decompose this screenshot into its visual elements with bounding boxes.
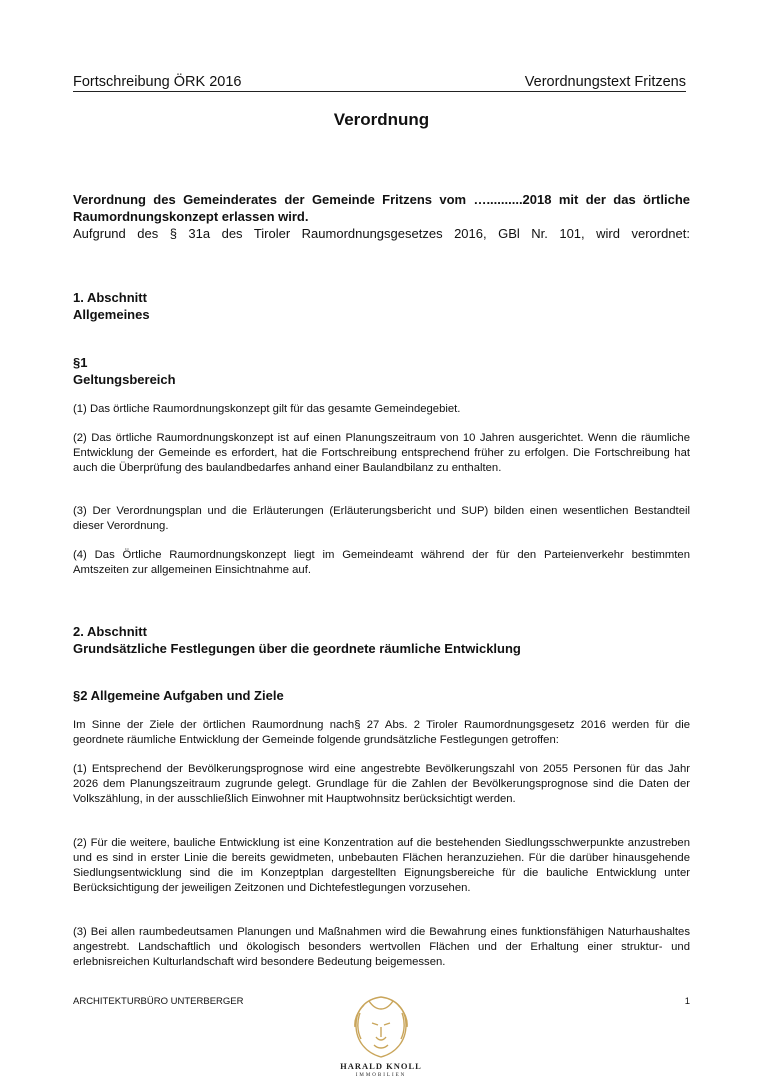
- section2-heading: [73, 623, 690, 657]
- section1-heading: [73, 289, 690, 323]
- section1-label: 1. Abschnitt: [73, 290, 147, 305]
- page-header: [73, 74, 686, 92]
- header-left: Fortschreibung ÖRK 2016: [73, 74, 242, 90]
- intro-normal: Aufgrund des § 31a des Tiroler Raumordnungsgesetzes 2016, GBl Nr. 101, wird verordnet:: [73, 226, 690, 241]
- s2-paragraph-intro: Im Sinne der Ziele der örtlichen Raumordnung nach§ 27 Abs. 2 Tiroler Raumordnungsgesetz 2016 werden für die geordnete räumliche Entwicklung der Gemeinde folgende grundsätzliche Festlegungen getroffen:: [73, 719, 690, 746]
- para1-heading: [73, 354, 690, 388]
- s1-paragraph-4: (4) Das Örtliche Raumordnungskonzept liegt im Gemeindeamt während der für den Parteienverkehr bestimmten Amtszeiten zur allgemeinen Einsichtnahme auf.: [73, 549, 690, 576]
- s1-paragraph-2: (2) Das örtliche Raumordnungskonzept ist auf einen Planungszeitraum von 10 Jahren ausgerichtet. Wenn die räumliche Entwicklung der Gemeinde es erfordert, hat die Fortschreibung entsprechend früher zu erfolgen. Die Fortschreibung hat auch die Überprüfung des baulandbedarfes anhand einer Baulandbilanz zu enthalten.: [73, 432, 690, 474]
- s1-paragraph-1: (1) Das örtliche Raumordnungskonzept gilt für das gesamte Gemeindegebiet.: [73, 403, 461, 415]
- para1-title: Geltungsbereich: [73, 372, 176, 387]
- logo-line2: IMMOBILIEN: [355, 1073, 407, 1077]
- section2-title: Grundsätzliche Festlegungen über die geordnete räumliche Entwicklung: [73, 641, 521, 656]
- intro: [73, 191, 690, 242]
- document-title: Verordnung: [333, 110, 430, 129]
- intro-bold: Verordnung des Gemeinderates der Gemeinde Fritzens vom …..........2018 mit der das örtliche Raumordnungskonzept erlassen wird.: [73, 192, 690, 224]
- s2-paragraph-2: (2) Für die weitere, bauliche Entwicklung ist eine Konzentration auf die bestehenden Siedlungsschwerpunkte anzustreben und es sind in erster Linie die bereits gewidmeten, unbebauten Flächen heranzuziehen. Für die darüber hinausgehende Siedlungsentwicklung sind die im Konzeptplan dargestellten Eignungsbereiche für die bauliche Entwicklung unter Berücksichtigung der jeweiligen Zeitzonen und Dichtefestlegungen vorzusehen.: [73, 837, 690, 894]
- section1-title: Allgemeines: [73, 307, 150, 322]
- footer-office: ARCHITEKTURBÜRO UNTERBERGER: [73, 996, 244, 1007]
- header-right: Verordnungstext Fritzens: [524, 74, 686, 90]
- s1-paragraph-3: (3) Der Verordnungsplan und die Erläuterungen (Erläuterungsbericht und SUP) bilden einen wesentlichen Bestandteil dieser Verordnung.: [73, 505, 690, 532]
- section2-label: 2. Abschnitt: [73, 624, 147, 639]
- para2-heading: §2 Allgemeine Aufgaben und Ziele: [73, 688, 284, 703]
- para1-num: §1: [73, 355, 88, 370]
- s2-paragraph-3: (3) Bei allen raumbedeutsamen Planungen und Maßnahmen wird die Bewahrung eines funktionsfähigen Naturhaushaltes angestrebt. Landschaftlich und ökologisch besonders wertvollen Flächen und der Erhaltung einer struktur- und erlebnisreichen Kulturlandschaft wird besondere Bedeutung beigemessen.: [73, 926, 690, 968]
- page-number: 1: [684, 996, 690, 1007]
- s2-paragraph-1: (1) Entsprechend der Bevölkerungsprognose wird eine angestrebte Bevölkerungszahl von 2055 Personen für das Jahr 2026 dem Planungszeitraum zugrunde gelegt. Grundlage für die Zahlen der Bevölkerungsprognose sind die Daten der Volkszählung, in der ausschließlich Einwohner mit Hauptwohnsitz berücksichtigt werden.: [73, 763, 690, 805]
- lion-logo: [336, 993, 426, 1077]
- logo-line1: HARALD KNOLL: [340, 1061, 422, 1071]
